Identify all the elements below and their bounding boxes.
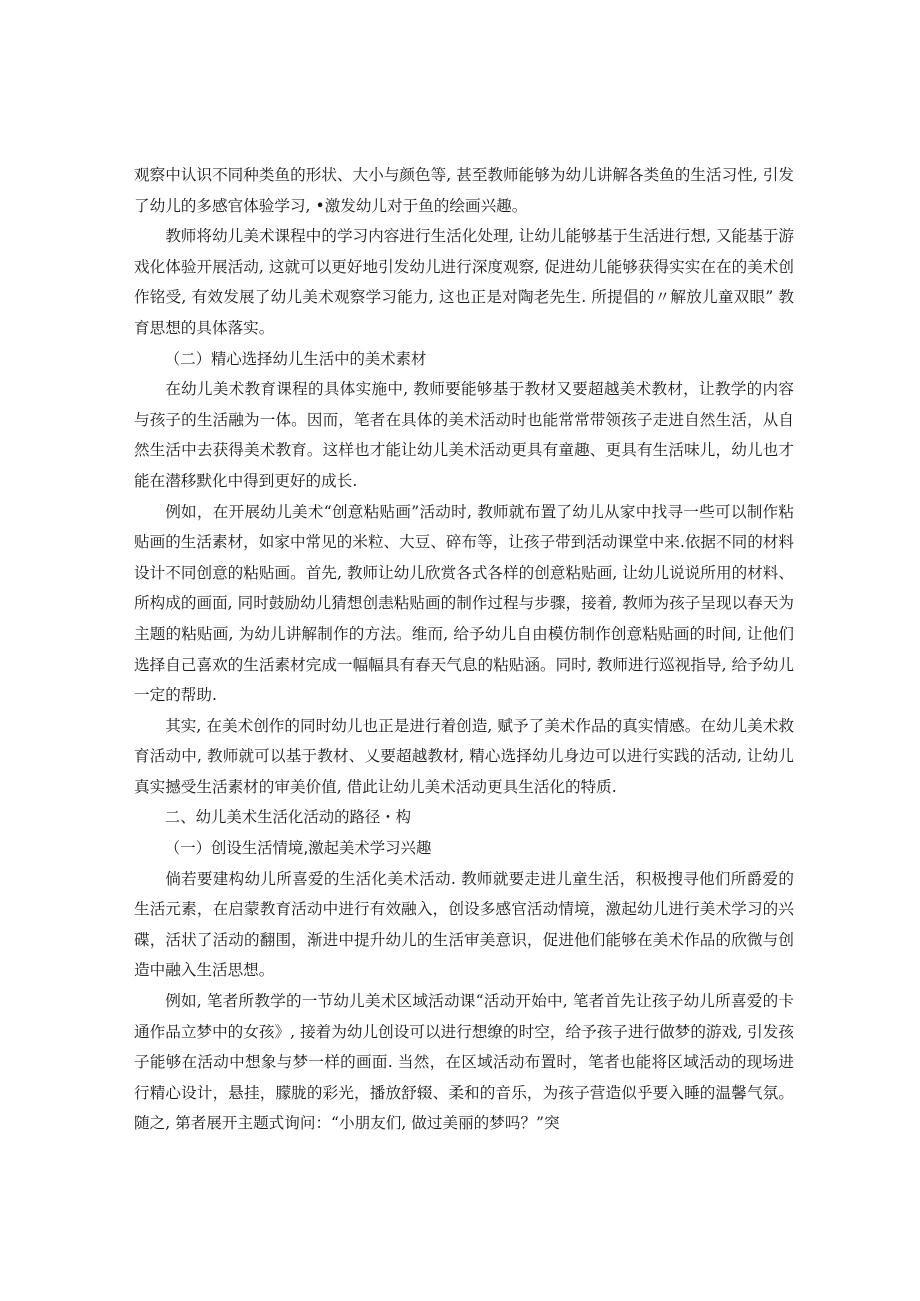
- paragraph-child-life-elements: 倘若要建构幼儿所喜爱的生活化美术活动. 教师就要走进儿童生活，积极搜寻他们所爵爱的生活元素，在启蒙教育活动中进行有效融入，创设多感官活动情境，激起幼儿进行美术学习的兴碟，活状了活动的翻围，渐进中提升幼儿的生活审美意识，促进他们能够在美术作品的欣微与创造中融入生活思想。: [134, 869, 794, 980]
- paragraph-creative-emotion: 其实, 在美术创作的同时幼儿也正是进行着创造, 赋予了美术作品的真实情感。在幼儿美术救育活动中, 教师就可以基于教材、乂要超越教材, 精心选择幼儿身边可以进行实践的活动, 让幼儿真实撼受生活素材的审美价值, 借此让幼儿美术活动更具生活化的特质.: [134, 716, 794, 796]
- section-heading-life-situations: （一）创设生活情境,激起美术学习兴趣: [164, 839, 432, 858]
- paragraph-beyond-textbook: 在幼儿美术教育课程的具体实施中, 教师要能够基于教材又要超越美术教材，让教学的内容与孩子的生活融为一体。因而，笔者在具体的美术活动时也能常常带领孩子走进自然生活，从自然生活中去获得美术教育。这样也才能让幼儿美术活动更具有童趣、更具有生活味儿，幼儿也才能在潜移默化中得到更好的成长.: [134, 380, 794, 490]
- paragraph-dream-activity-example: 例如, 笔者所教学的一节幼儿美术区域活动课“活动开始中, 笔者首先让孩子幼儿所喜爱的卡通作品立梦中的女孩》, 接着为幼儿创设可以进行想缭的时空，给予孩子进行做梦的游戏, 引发孩子能够在活动中想象与梦一样的画面. 当然，在区域活动布置时，笔者也能将区域活动的现场进行精心设计，悬挂，朦胧的彩光，播放舒辍、柔和的音乐，为孩子营造似乎要入睡的温馨气氛。随之, 第者展开主题式询问：“小朋友们, 做过美丽的梦吗？”突: [134, 992, 794, 1133]
- document-page: [134, 160, 794, 1139]
- paragraph-collage-example: 例如，在开展幼儿美术“创意粘贴画”活动时, 教师就布置了幼儿从家中找寻一些可以制作粘贴画的生活素材，如家中常见的米粒、大豆、碎布等，让孩子带到活动课堂中来.依据不同的材料设计不同创意的粘贴画。首先, 教师让幼儿欣赏各式各样的创意粘贴画, 让幼儿说说所用的材料、所构成的画面, 同时鼓励幼儿猜想创恚粘贴画的制作过程与步骤，接着, 教师为孩子呈现以春天为主题的粘贴画, 为幼儿讲解制作的方法。维而, 给予幼儿自由模仿制作创意粘贴画的时间, 让他们选择自己喜欢的生活素材完成一幅幅具有春天气息的粘贴涵。同时, 教师进行巡视指导, 给予幼儿一定的帮助.: [134, 502, 794, 705]
- paragraph-life-based-learning: 教师将幼儿美术课程中的学习内容进行生活化处理, 让幼儿能够基于生活进行想, 又能基于游戏化体验开展活动, 这就可以更好地引发幼儿进行深度观察, 促进幼儿能够获得实实在在的美术创作铭受, 有效发展了幼儿美术观察学习能力, 这也正是对陶老先生. 所提倡的〃解放儿童双眼” 教育思想的具体落实。: [134, 227, 794, 337]
- chapter-heading-activity-paths: 二、幼儿美术生活化活动的路径・构: [164, 808, 412, 827]
- paragraph-fish-observation: 观察中认识不同种类鱼的形状、大小与颜色等, 甚至教师能够为幼儿讲解各类鱼的生活习性, 引发了幼儿的多感官体验学习, •激发幼儿对于鱼的绘画兴趣。: [134, 166, 794, 215]
- section-heading-art-materials: （二）精心选择幼儿生活中的美术素材: [164, 349, 427, 368]
